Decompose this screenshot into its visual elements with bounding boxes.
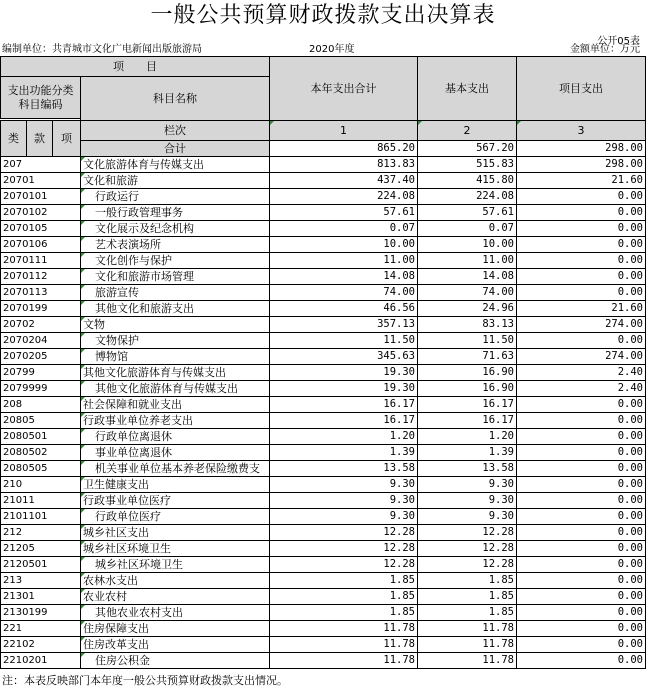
table-row — [1, 365, 646, 381]
row-item: 2.40 — [517, 381, 646, 397]
row-total: 357.13 — [270, 317, 418, 333]
header-basic: 基本支出 — [418, 57, 517, 121]
row-item: 274.00 — [517, 317, 646, 333]
row-item: 0.00 — [517, 285, 646, 301]
table-row — [1, 269, 646, 285]
row-subject-name: 博物馆 — [81, 349, 270, 365]
header-subject-name: 科目名称 — [81, 77, 270, 121]
row-subject-name: 行政事业单位养老支出 — [81, 413, 270, 429]
row-total: 224.08 — [270, 189, 418, 205]
row-subject-name: 城乡社区环境卫生 — [81, 541, 270, 557]
row-code: 2070112 — [1, 269, 81, 285]
table-row — [1, 445, 646, 461]
row-basic: 16.17 — [418, 413, 517, 429]
row-total: 813.83 — [270, 157, 418, 173]
row-basic: 1.85 — [418, 589, 517, 605]
row-total: 10.00 — [270, 237, 418, 253]
row-total: 46.56 — [270, 301, 418, 317]
row-total: 437.40 — [270, 173, 418, 189]
row-basic: 24.96 — [418, 301, 517, 317]
header-col-3: 3 — [517, 121, 646, 141]
row-code: 2070111 — [1, 253, 81, 269]
header-xiang: 项 — [53, 121, 81, 157]
row-subject-name: 农业农村 — [81, 589, 270, 605]
row-item: 0.00 — [517, 221, 646, 237]
footnote: 注：本表反映部门本年度一般公共预算财政拨款支出情况。 — [2, 674, 288, 687]
unit-label: 编制单位：共青城市文化广电新闻出版旅游局 — [2, 44, 202, 55]
table-row — [1, 397, 646, 413]
row-total: 1.20 — [270, 429, 418, 445]
row-total: 16.17 — [270, 413, 418, 429]
row-total: 1.39 — [270, 445, 418, 461]
row-basic: 11.50 — [418, 333, 517, 349]
header-total: 本年支出合计 — [270, 57, 418, 121]
page-title: 一般公共预算财政拨款支出决算表 — [150, 3, 496, 28]
row-subject-name: 旅游宣传 — [81, 285, 270, 301]
table-row — [1, 493, 646, 509]
header-project: 项 目 — [1, 57, 270, 77]
table-row — [1, 333, 646, 349]
row-basic: 515.83 — [418, 157, 517, 173]
header-func-code: 支出功能分类科目编码 — [1, 77, 81, 119]
table-row — [1, 573, 646, 589]
row-item: 0.00 — [517, 269, 646, 285]
row-total: 57.61 — [270, 205, 418, 221]
row-item: 0.00 — [517, 445, 646, 461]
row-subject-name: 一般行政管理事务 — [81, 205, 270, 221]
table-row — [1, 189, 646, 205]
row-basic: 12.28 — [418, 557, 517, 573]
row-code: 208 — [1, 397, 81, 413]
row-subject-name: 其他文化和旅游支出 — [81, 301, 270, 317]
header-col-1: 1 — [270, 121, 418, 141]
table-row — [1, 461, 646, 477]
row-basic: 1.85 — [418, 605, 517, 621]
row-code: 2070199 — [1, 301, 81, 317]
row-subject-name: 文化展示及纪念机构 — [81, 221, 270, 237]
row-basic: 13.58 — [418, 461, 517, 477]
row-basic: 11.00 — [418, 253, 517, 269]
row-code: 2130199 — [1, 605, 81, 621]
row-item: 0.00 — [517, 605, 646, 621]
table-row — [1, 589, 646, 605]
row-basic: 16.17 — [418, 397, 517, 413]
row-total: 345.63 — [270, 349, 418, 365]
row-code: 2070205 — [1, 349, 81, 365]
money-unit-label: 金额单位：万元 — [570, 44, 640, 55]
row-total: 13.58 — [270, 461, 418, 477]
header-heji: 合计 — [81, 141, 270, 157]
header-lanci: 栏次 — [81, 121, 270, 141]
row-subject-name: 其他文化旅游体育与传媒支出 — [81, 365, 270, 381]
row-subject-name: 机关事业单位基本养老保险缴费支 — [81, 461, 270, 477]
row-item: 0.00 — [517, 413, 646, 429]
row-basic: 12.28 — [418, 541, 517, 557]
row-subject-name: 艺术表演场所 — [81, 237, 270, 253]
table-row — [1, 237, 646, 253]
row-total: 11.00 — [270, 253, 418, 269]
row-item: 298.00 — [517, 157, 646, 173]
table-row — [1, 525, 646, 541]
table-row — [1, 413, 646, 429]
row-code: 21205 — [1, 541, 81, 557]
row-total: 11.78 — [270, 653, 418, 669]
row-total: 1.85 — [270, 589, 418, 605]
row-item: 0.00 — [517, 637, 646, 653]
row-total: 9.30 — [270, 493, 418, 509]
row-total: 11.78 — [270, 637, 418, 653]
row-code: 2070106 — [1, 237, 81, 253]
row-subject-name: 事业单位离退休 — [81, 445, 270, 461]
row-basic: 83.13 — [418, 317, 517, 333]
header-kuan: 款 — [27, 121, 53, 157]
row-code: 2070113 — [1, 285, 81, 301]
row-total: 19.30 — [270, 365, 418, 381]
row-code: 21011 — [1, 493, 81, 509]
row-subject-name: 文化旅游体育与传媒支出 — [81, 157, 270, 173]
row-code: 213 — [1, 573, 81, 589]
row-item: 0.00 — [517, 205, 646, 221]
row-total: 74.00 — [270, 285, 418, 301]
table-row — [1, 157, 646, 173]
row-basic: 1.39 — [418, 445, 517, 461]
row-code: 2079999 — [1, 381, 81, 397]
row-code: 207 — [1, 157, 81, 173]
row-subject-name: 行政单位离退休 — [81, 429, 270, 445]
row-subject-name: 城乡社区环境卫生 — [81, 557, 270, 573]
row-code: 20702 — [1, 317, 81, 333]
row-basic: 11.78 — [418, 637, 517, 653]
row-code: 21301 — [1, 589, 81, 605]
row-item: 0.00 — [517, 557, 646, 573]
row-code: 2070102 — [1, 205, 81, 221]
row-item: 0.00 — [517, 653, 646, 669]
row-item: 0.00 — [517, 477, 646, 493]
row-item: 0.00 — [517, 573, 646, 589]
row-subject-name: 卫生健康支出 — [81, 477, 270, 493]
year-label: 2020年度 — [309, 44, 355, 55]
table-row — [1, 477, 646, 493]
row-subject-name: 社会保障和就业支出 — [81, 397, 270, 413]
heji-total: 865.20 — [270, 141, 418, 157]
row-basic: 16.90 — [418, 381, 517, 397]
row-code: 2120501 — [1, 557, 81, 573]
table-row — [1, 253, 646, 269]
row-basic: 14.08 — [418, 269, 517, 285]
row-item: 0.00 — [517, 493, 646, 509]
row-total: 14.08 — [270, 269, 418, 285]
row-item: 0.00 — [517, 253, 646, 269]
row-code: 2101101 — [1, 509, 81, 525]
row-item: 2.40 — [517, 365, 646, 381]
row-item: 0.00 — [517, 429, 646, 445]
row-code: 2080505 — [1, 461, 81, 477]
table-row — [1, 621, 646, 637]
row-item: 0.00 — [517, 333, 646, 349]
row-subject-name: 住房公积金 — [81, 653, 270, 669]
form-number: 公开05表 — [597, 36, 640, 47]
table-row — [1, 205, 646, 221]
row-total: 19.30 — [270, 381, 418, 397]
row-item: 0.00 — [517, 525, 646, 541]
row-basic: 11.78 — [418, 621, 517, 637]
row-code: 2080501 — [1, 429, 81, 445]
row-subject-name: 其他农业农村支出 — [81, 605, 270, 621]
table-row — [1, 557, 646, 573]
table-row — [1, 317, 646, 333]
row-basic: 57.61 — [418, 205, 517, 221]
row-total: 12.28 — [270, 525, 418, 541]
table-row — [1, 221, 646, 237]
header-col-2: 2 — [418, 121, 517, 141]
row-item: 0.00 — [517, 589, 646, 605]
row-code: 20805 — [1, 413, 81, 429]
row-code: 2070105 — [1, 221, 81, 237]
row-item: 0.00 — [517, 189, 646, 205]
row-subject-name: 文化和旅游市场管理 — [81, 269, 270, 285]
table-row — [1, 173, 646, 189]
table-row — [1, 605, 646, 621]
row-code: 2210201 — [1, 653, 81, 669]
table-row — [1, 301, 646, 317]
expenditure-table — [0, 56, 646, 669]
row-basic: 16.90 — [418, 365, 517, 381]
row-total: 16.17 — [270, 397, 418, 413]
row-basic: 0.07 — [418, 221, 517, 237]
row-basic: 74.00 — [418, 285, 517, 301]
row-code: 2080502 — [1, 445, 81, 461]
table-row — [1, 381, 646, 397]
row-code: 20799 — [1, 365, 81, 381]
row-subject-name: 农林水支出 — [81, 573, 270, 589]
heji-basic: 567.20 — [418, 141, 517, 157]
row-basic: 415.80 — [418, 173, 517, 189]
row-basic: 11.78 — [418, 653, 517, 669]
row-subject-name: 行政运行 — [81, 189, 270, 205]
table-row — [1, 285, 646, 301]
row-code: 20701 — [1, 173, 81, 189]
row-code: 2070101 — [1, 189, 81, 205]
header-item: 项目支出 — [517, 57, 646, 121]
row-total: 12.28 — [270, 541, 418, 557]
table-row — [1, 349, 646, 365]
row-item: 0.00 — [517, 461, 646, 477]
row-code: 212 — [1, 525, 81, 541]
row-code: 2070204 — [1, 333, 81, 349]
row-item: 0.00 — [517, 621, 646, 637]
row-basic: 71.63 — [418, 349, 517, 365]
row-subject-name: 城乡社区支出 — [81, 525, 270, 541]
row-subject-name: 文化创作与保护 — [81, 253, 270, 269]
row-item: 0.00 — [517, 541, 646, 557]
row-total: 1.85 — [270, 605, 418, 621]
table-row — [1, 541, 646, 557]
row-basic: 10.00 — [418, 237, 517, 253]
row-basic: 9.30 — [418, 477, 517, 493]
row-item: 21.60 — [517, 301, 646, 317]
table-row — [1, 653, 646, 669]
row-subject-name: 文物 — [81, 317, 270, 333]
header-lei: 类 — [1, 121, 27, 157]
row-item: 0.00 — [517, 397, 646, 413]
row-total: 0.07 — [270, 221, 418, 237]
row-basic: 9.30 — [418, 493, 517, 509]
table-row — [1, 637, 646, 653]
row-basic: 12.28 — [418, 525, 517, 541]
table-row — [1, 429, 646, 445]
row-subject-name: 文物保护 — [81, 333, 270, 349]
row-subject-name: 其他文化旅游体育与传媒支出 — [81, 381, 270, 397]
row-total: 11.78 — [270, 621, 418, 637]
row-code: 221 — [1, 621, 81, 637]
row-code: 210 — [1, 477, 81, 493]
row-basic: 1.20 — [418, 429, 517, 445]
row-subject-name: 文化和旅游 — [81, 173, 270, 189]
row-basic: 9.30 — [418, 509, 517, 525]
row-item: 274.00 — [517, 349, 646, 365]
row-total: 9.30 — [270, 509, 418, 525]
row-subject-name: 行政单位医疗 — [81, 509, 270, 525]
row-code: 22102 — [1, 637, 81, 653]
table-row — [1, 509, 646, 525]
row-item: 0.00 — [517, 509, 646, 525]
row-subject-name: 住房保障支出 — [81, 621, 270, 637]
row-total: 9.30 — [270, 477, 418, 493]
row-subject-name: 行政事业单位医疗 — [81, 493, 270, 509]
heji-item: 298.00 — [517, 141, 646, 157]
row-total: 12.28 — [270, 557, 418, 573]
row-item: 21.60 — [517, 173, 646, 189]
row-total: 1.85 — [270, 573, 418, 589]
row-total: 11.50 — [270, 333, 418, 349]
row-basic: 224.08 — [418, 189, 517, 205]
row-item: 0.00 — [517, 237, 646, 253]
row-basic: 1.85 — [418, 573, 517, 589]
row-subject-name: 住房改革支出 — [81, 637, 270, 653]
